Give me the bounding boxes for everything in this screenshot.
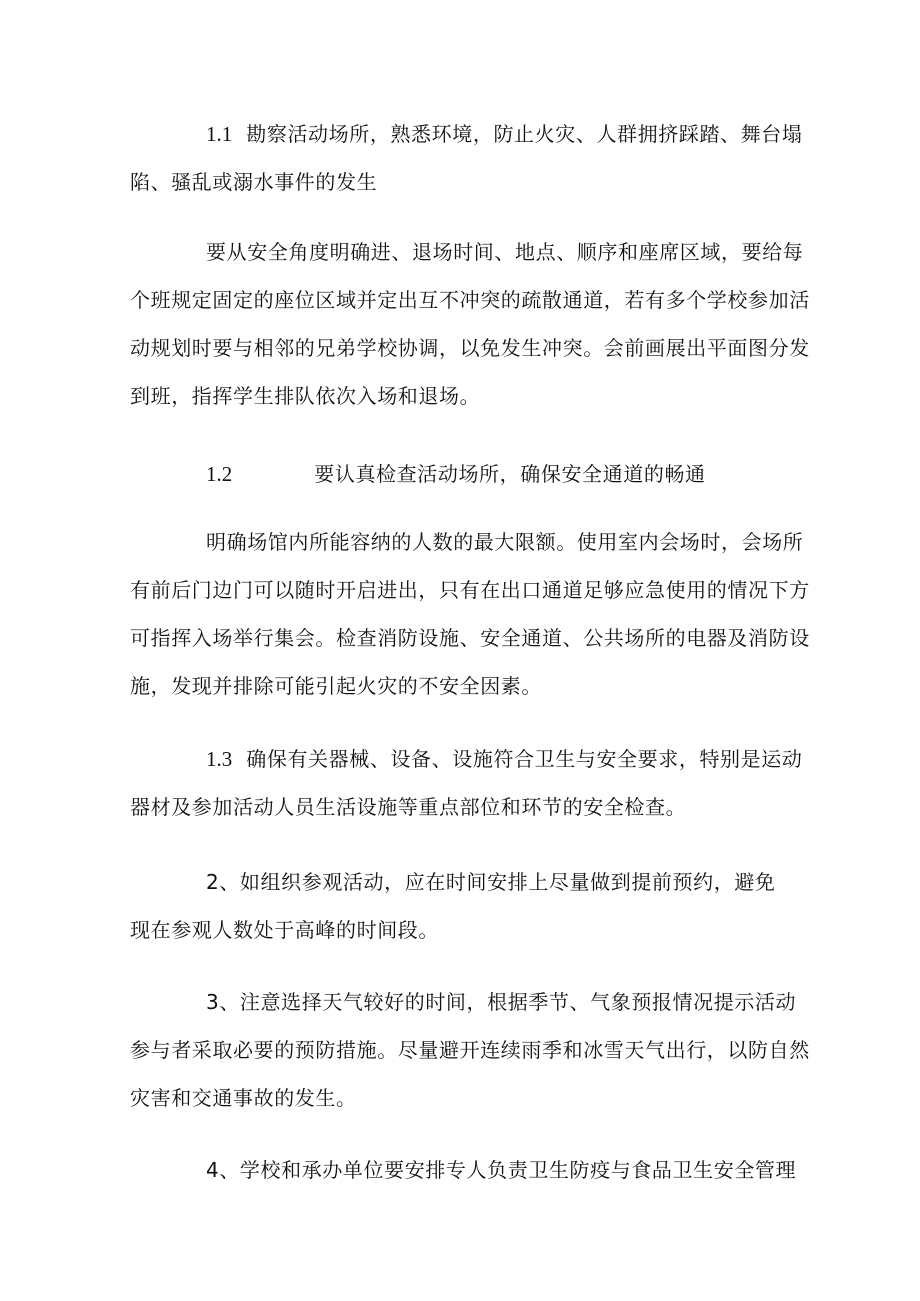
paragraph-line: 3、注意选择天气较好的时间，根据季节、气象预报情况提示活动 [206, 990, 797, 1014]
paragraph-line: 要从安全角度明确进、退场时间、地点、顺序和座席区域，要给每 [206, 240, 804, 264]
section-text: 陷、骚乱或溺水事件的发生 [130, 170, 378, 194]
paragraph-line: 施，发现并排除可能引起火灾的不安全因素。 [130, 674, 542, 698]
section-number: 1.3 [206, 747, 233, 771]
paragraph-line: 4、学校和承办单位要安排专人负责卫生防疫与食品卫生安全管理 [206, 1158, 797, 1182]
section-1-2 [130, 450, 794, 498]
section-number: 1.2 [206, 462, 233, 486]
paragraph-line: 动规划时要与相邻的兄弟学校协调，以免发生冲突。会前画展出平面图分发 [130, 336, 810, 360]
section-text: 确保有关器械、设备、设施符合卫生与安全要求，特别是运动 [246, 747, 803, 771]
paragraph-seating [130, 228, 810, 420]
section-text: 要认真检查活动场所，确保安全通道的畅通 [314, 462, 706, 486]
item-2 [130, 858, 794, 954]
paragraph-line: 参与者采取必要的预防措施。尽量避开连续雨季和冰雪天气出行，以防自然 [130, 1038, 810, 1062]
paragraph-line: 到班，指挥学生排队依次入场和退场。 [130, 384, 481, 408]
paragraph-line: 个班规定固定的座位区域并定出互不冲突的疏散通道，若有多个学校参加活 [130, 288, 810, 312]
paragraph-line: 现在参观人数处于高峰的时间段。 [130, 918, 439, 942]
section-number: 1.1 [206, 122, 233, 146]
paragraph-line: 可指挥入场举行集会。检查消防设施、安全通道、公共场所的电器及消防设 [130, 626, 810, 650]
section-1-1 [130, 110, 803, 206]
section-1-3 [130, 735, 803, 831]
item-3 [130, 978, 810, 1122]
paragraph-line: 2、如组织参观活动，应在时间安排上尽量做到提前预约，避免 [206, 870, 776, 894]
paragraph-line: 有前后门边门可以随时开启进出，只有在出口通道足够应急使用的情况下方 [130, 578, 810, 602]
paragraph-venue [130, 518, 810, 710]
item-4 [130, 1146, 797, 1194]
section-text: 勘察活动场所，熟悉环境，防止火灾、人群拥挤踩踏、舞台塌 [246, 122, 803, 146]
paragraph-line: 明确场馆内所能容纳的人数的最大限额。使用室内会场时，会场所 [206, 530, 804, 554]
section-text: 器材及参加活动人员生活设施等重点部位和环节的安全检查。 [130, 795, 687, 819]
paragraph-line: 灾害和交通事故的发生。 [130, 1086, 357, 1110]
